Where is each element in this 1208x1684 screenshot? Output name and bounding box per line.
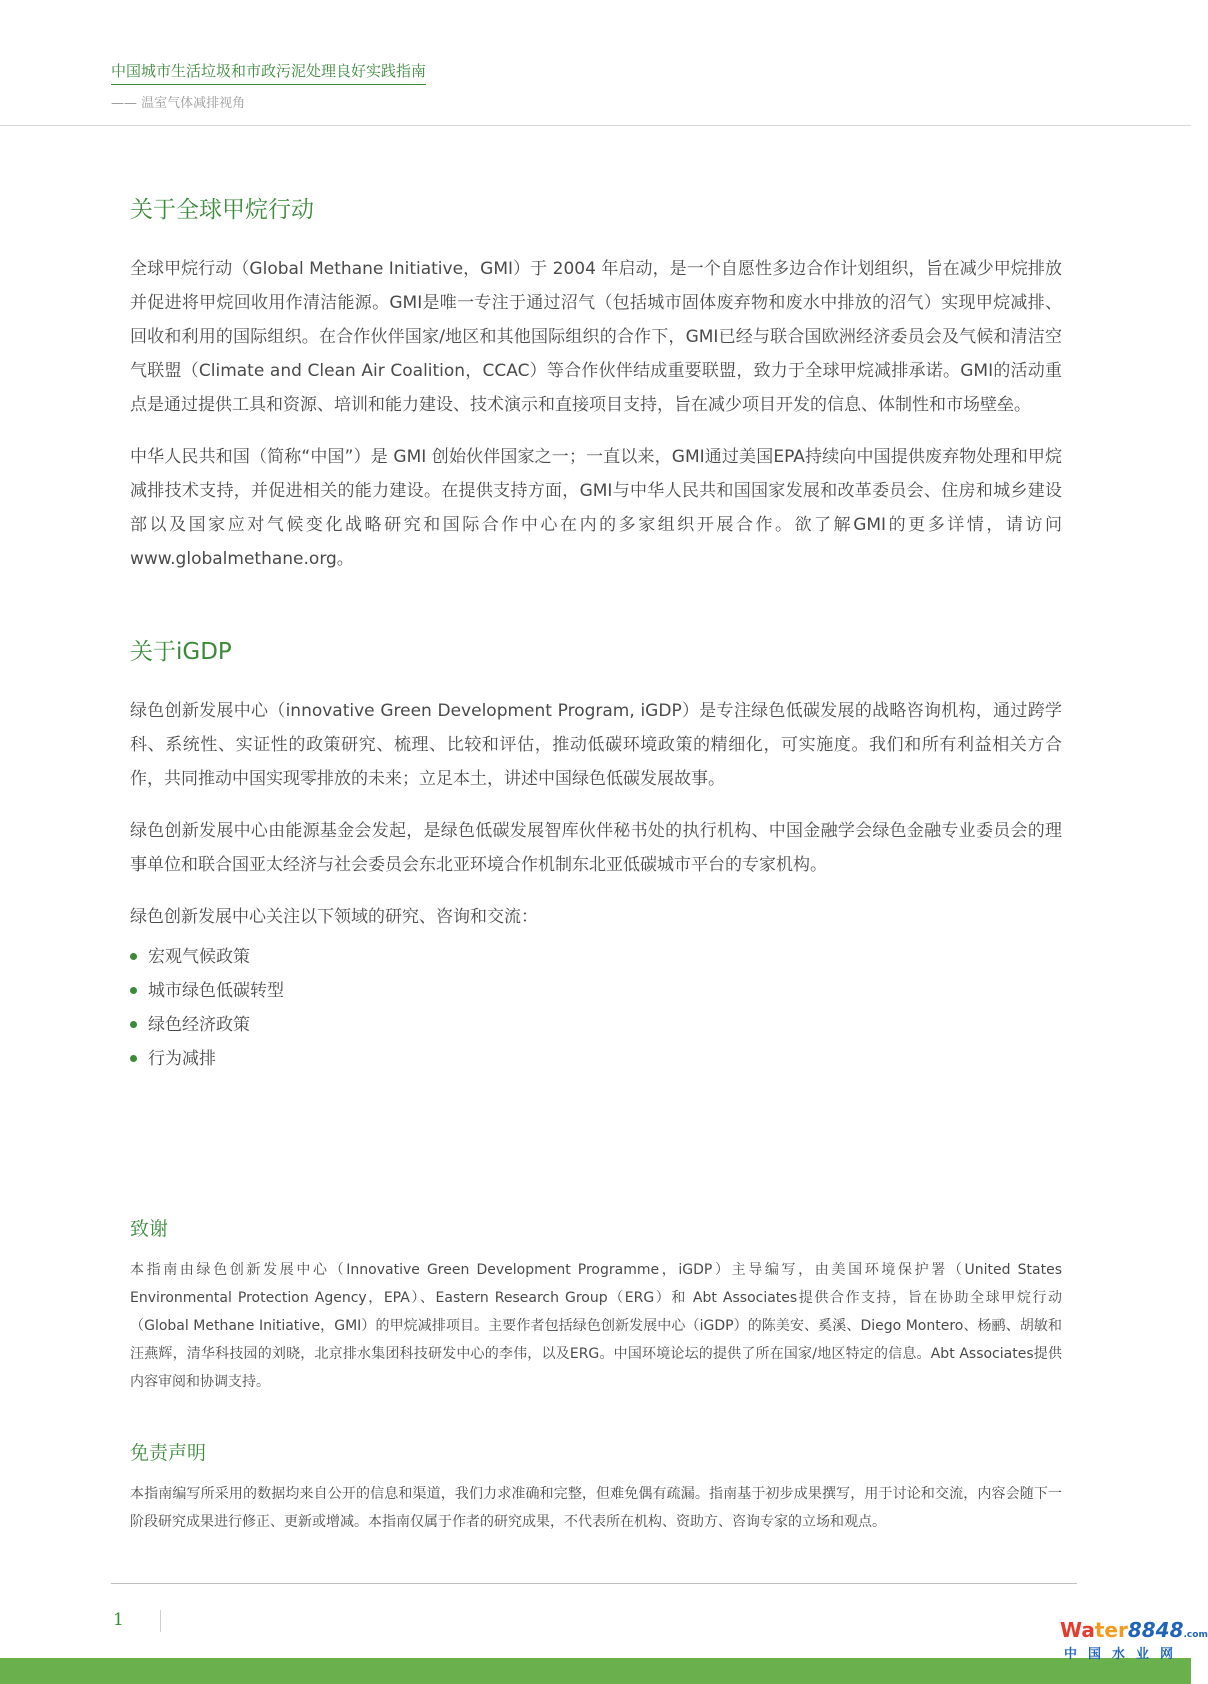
disclaimer-block xyxy=(130,1436,1062,1536)
disclaimer-title: 免责声明 xyxy=(130,1442,207,1464)
bullet-icon xyxy=(130,987,137,994)
list-item-label: 绿色经济政策 xyxy=(148,1015,250,1035)
document-title: 中国城市生活垃圾和市政污泥处理良好实践指南 xyxy=(111,60,426,85)
footer-color-band xyxy=(0,1658,1191,1684)
acknowledgement-text: 本指南由绿色创新发展中心（Innovative Green Development Programme，iGDP）主导编写，由美国环境保护署（United States Environmental Protection Agency，EPA）、Eastern Research Group（ERG）和 Abt Associates提供合作支持，旨在协助全球甲烷行动（Global Methane Initiative，GMI）的甲烷减排项目。主要作者包括绿色创新发展中心（iGDP）的陈美安、奚溪、Diego Montero、杨鹂、胡敏和汪燕辉，清华科技园的刘晓，北京排水集团科技研发中心的李伟，以及ERG。中国环境论坛的提供了所在国家/地区特定的信息。Abt Associates提供内容审阅和协调支持。 xyxy=(130,1262,1062,1390)
igdp-paragraph-2: 绿色创新发展中心由能源基金会发起，是绿色低碳发展智库伙伴秘书处的执行机构、中国金融学会绿色金融专业委员会的理事单位和联合国亚太经济与社会委员会东北亚环境合作机制东北亚低碳城市平台的专家机构。 xyxy=(130,821,1062,875)
igdp-paragraph-3: 绿色创新发展中心关注以下领域的研究、咨询和交流： xyxy=(130,907,538,927)
watermark-text: Wa xyxy=(1060,1618,1095,1642)
watermark-text: .com xyxy=(1183,1630,1208,1640)
gmi-paragraph-2: 中华人民共和国（简称“中国”）是 GMI 创始伙伴国家之一；一直以来，GMI通过美国EPA持续向中国提供废弃物处理和甲烷减排技术支持，并促进相关的能力建设。在提供支持方面，GMI与中华人民共和国国家发展和改革委员会、住房和城乡建设部以及国家应对气候变化战略研究和国际合作中心在内的多家组织开展合作。欲了解GMI的更多详情，请访问 www.globalmethane.org。 xyxy=(130,447,1062,569)
list-item xyxy=(130,940,1062,974)
gmi-paragraph-1: 全球甲烷行动（Global Methane Initiative，GMI）于 2004 年启动，是一个自愿性多边合作计划组织，旨在减少甲烷排放并促进将甲烷回收用作清洁能源。GMI是唯一专注于通过沼气（包括城市固体废弃物和废水中排放的沼气）实现甲烷减排、回收和利用的国际组织。在合作伙伴国家/地区和其他国际组织的合作下，GMI已经与联合国欧洲经济委员会及气候和清洁空气联盟（Climate and Clean Air Coalition，CCAC）等合作伙伴结成重要联盟，致力于全球甲烷减排承诺。GMI的活动重点是通过提供工具和资源、培训和能力建设、技术演示和直接项目支持，旨在减少项目开发的信息、体制性和市场壁垒。 xyxy=(130,259,1062,415)
gmi-section-title: 关于全球甲烷行动 xyxy=(130,197,314,223)
focus-area-list xyxy=(130,940,1062,1076)
acknowledgement-title: 致谢 xyxy=(130,1218,169,1240)
footer-divider xyxy=(111,1583,1077,1584)
list-item xyxy=(130,1008,1062,1042)
watermark-subtext: 中国水业网 xyxy=(1064,1647,1185,1662)
igdp-section-title: 关于iGDP xyxy=(130,639,232,665)
watermark-text: ter xyxy=(1094,1618,1128,1642)
list-item-label: 城市绿色低碳转型 xyxy=(148,981,284,1001)
list-item xyxy=(130,974,1062,1008)
igdp-paragraph-1: 绿色创新发展中心（innovative Green Development Program, iGDP）是专注绿色低碳发展的战略咨询机构，通过跨学科、系统性、实证性的政策研究、梳理、比较和评估，推动低碳环境政策的精细化，可实施度。我们和所有利益相关方合作，共同推动中国实现零排放的未来；立足本土，讲述中国绿色低碳发展故事。 xyxy=(130,701,1062,789)
document-subtitle: —— 温室气体减排视角 xyxy=(111,96,246,111)
main-content xyxy=(130,190,1062,1076)
acknowledgement-block xyxy=(130,1212,1062,1396)
page-header xyxy=(0,0,1191,126)
watermark-text: 8848 xyxy=(1127,1618,1184,1642)
bullet-icon xyxy=(130,1021,137,1028)
watermark-logo xyxy=(1060,1618,1208,1674)
list-item-label: 行为减排 xyxy=(148,1049,216,1069)
disclaimer-text: 本指南编写所采用的数据均来自公开的信息和渠道，我们力求准确和完整，但难免偶有疏漏。指南基于初步成果撰写，用于讨论和交流，内容会随下一阶段研究成果进行修正、更新或增减。本指南仅属于作者的研究成果，不代表所在机构、资助方、咨询专家的立场和观点。 xyxy=(130,1486,1062,1530)
bullet-icon xyxy=(130,1055,137,1062)
page-number: 1 xyxy=(113,1610,124,1630)
list-item-label: 宏观气候政策 xyxy=(148,947,250,967)
list-item xyxy=(130,1042,1062,1076)
page-number-separator xyxy=(160,1610,161,1632)
bullet-icon xyxy=(130,953,137,960)
